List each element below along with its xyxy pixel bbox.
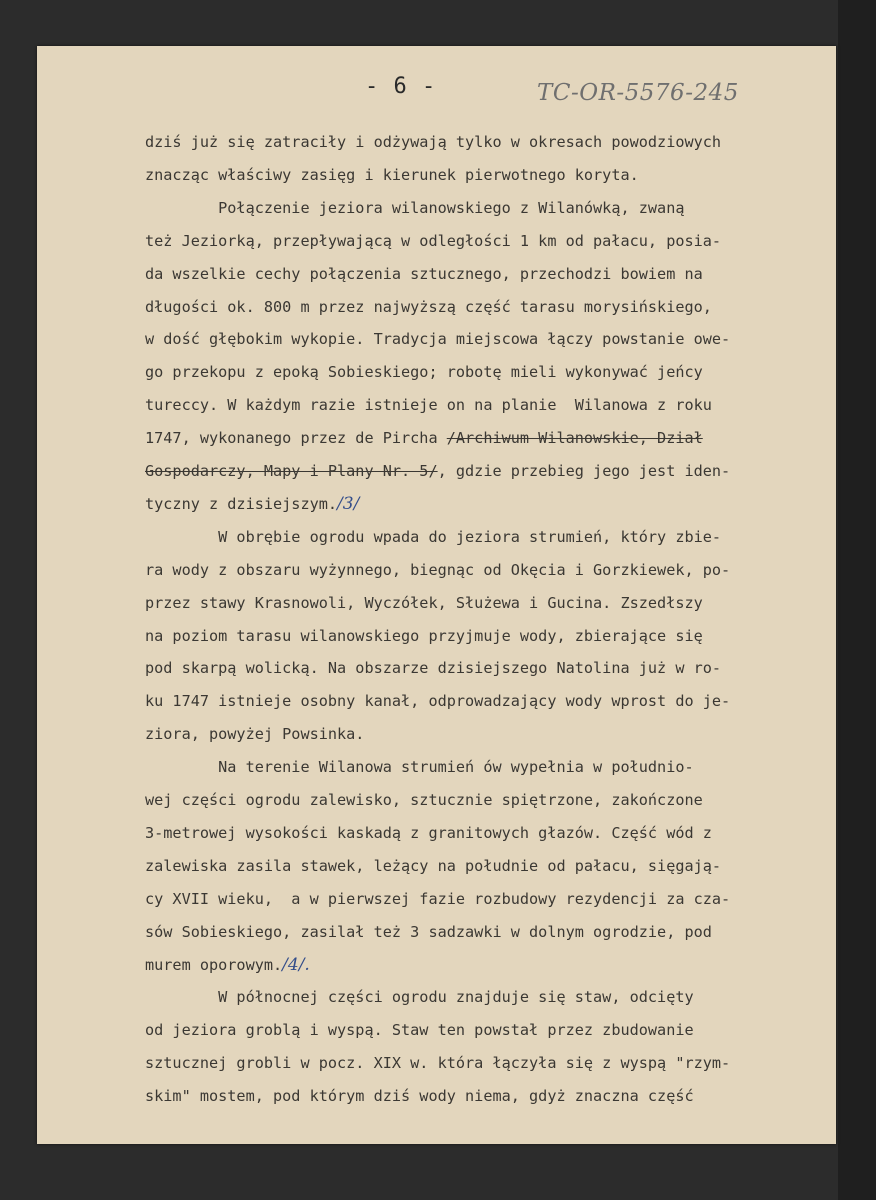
text-line <box>145 488 359 520</box>
line-text: wej części ogrodu zalewisko, sztucznie spiętrzone, zakończone <box>145 791 703 809</box>
line-text: go przekopu z epoką Sobieskiego; robotę mieli wykonywać jeńcy <box>145 363 703 382</box>
text-line <box>145 850 721 882</box>
line-text: znacząc właściwy zasięg i kierunek pierwotnego koryta. <box>145 165 639 184</box>
text-line <box>145 751 694 783</box>
line-text: tureccy. W każdym razie istnieje on na planie Wilanowa z roku <box>145 396 712 415</box>
line-text: Na terenie Wilanowa strumień ów wypełnia w południo- <box>145 758 694 777</box>
line-text: murem oporowym. <box>145 955 283 974</box>
text-line <box>145 291 712 323</box>
text-line <box>145 883 730 915</box>
text-line <box>145 258 703 290</box>
struck-out-citation: /Archiwum Wilanowskie, Dział <box>446 429 703 448</box>
scan-backdrop <box>838 0 876 1200</box>
text-line <box>145 126 721 158</box>
line-text: przez stawy Krasnowoli, Wyczółek, Służewa i Gucina. Zszedłszy <box>145 593 703 612</box>
text-line <box>145 323 730 355</box>
line-text: długości ok. 800 m przez najwyższą część tarasu morysińskiego, <box>145 297 712 316</box>
text-line <box>145 949 310 981</box>
line-text: dziś już się zatraciły i odżywają tylko w okresach powodziowych <box>145 133 722 151</box>
line-text: ziora, powyżej Powsinka. <box>145 725 365 744</box>
line-text: ku 1747 istnieje osobny kanał, odprowadzający wody wprost do je- <box>145 692 731 711</box>
line-text: sztucznej grobli w pocz. XIX w. która łączyła się z wyspą "rzym- <box>145 1054 731 1073</box>
line-text: w dość głębokim wykopie. Tradycja miejscowa łączy powstanie owe- <box>145 330 731 349</box>
line-text: 3-metrowej wysokości kaskadą z granitowych głazów. Część wód z <box>145 823 712 842</box>
line-text: cy XVII wieku, a w pierwszej fazie rozbudowy rezydencji za cza- <box>145 889 731 908</box>
text-line <box>145 718 364 750</box>
text-line <box>145 225 721 257</box>
handwritten-footnote-ref: /4/. <box>282 954 310 975</box>
text-line <box>145 817 712 849</box>
line-text: 1747, wykonanego przez de Pircha <box>145 429 447 448</box>
line-text: ra wody z obszaru wyżynnego, biegnąc od Okęcia i Gorzkiewek, po- <box>145 560 731 579</box>
line-text: W obrębie ogrodu wpada do jeziora strumień, który zbie- <box>145 527 722 546</box>
text-line <box>145 192 684 224</box>
text-line <box>145 455 730 487</box>
line-text: da wszelkie cechy połączenia sztucznego, przechodzi bowiem na <box>145 264 703 283</box>
text-line <box>145 521 721 553</box>
page-number: - 6 - <box>365 74 437 99</box>
text-line <box>145 159 639 191</box>
text-line <box>145 554 730 586</box>
document-page <box>37 46 836 1144</box>
struck-out-citation: Gospodarczy, Mapy i Plany Nr. 5/ <box>145 462 438 480</box>
text-line <box>145 1047 730 1079</box>
text-line <box>145 784 703 816</box>
line-text: też Jeziorką, przepływającą w odległości 1 km od pałacu, posia- <box>145 231 722 250</box>
line-text: sów Sobieskiego, zasilał też 3 sadzawki w dolnym ogrodzie, pod <box>145 922 712 941</box>
line-text: od jeziora groblą i wyspą. Staw ten powstał przez zbudowanie <box>145 1021 694 1040</box>
line-text: na poziom tarasu wilanowskiego przyjmuje wody, zbierające się <box>145 626 703 645</box>
text-line <box>145 620 703 652</box>
text-line <box>145 1014 694 1046</box>
text-line <box>145 356 703 388</box>
text-line <box>145 685 730 717</box>
text-line <box>145 1080 694 1112</box>
line-text: Połączenie jeziora wilanowskiego z Wilanówką, zwaną <box>145 198 685 217</box>
handwritten-reference-code: TC-OR-5576-245 <box>537 80 739 106</box>
text-line <box>145 652 721 684</box>
line-text: pod skarpą wolicką. Na obszarze dzisiejszego Natolina już w ro- <box>145 659 722 678</box>
line-text: , gdzie przebieg jego jest iden- <box>437 462 731 480</box>
handwritten-footnote-ref: /3/ <box>337 493 360 514</box>
line-text: zalewiska zasila stawek, leżący na południe od pałacu, sięgają- <box>145 856 722 875</box>
text-line <box>145 422 703 454</box>
line-text: tyczny z dzisiejszym. <box>145 494 338 513</box>
text-line <box>145 389 712 421</box>
text-line <box>145 916 712 948</box>
text-line <box>145 587 703 619</box>
line-text: skim" mostem, pod którym dziś wody niema, gdyż znaczna część <box>145 1087 694 1106</box>
line-text: W północnej części ogrodu znajduje się staw, odcięty <box>145 988 694 1007</box>
text-line <box>145 981 694 1013</box>
